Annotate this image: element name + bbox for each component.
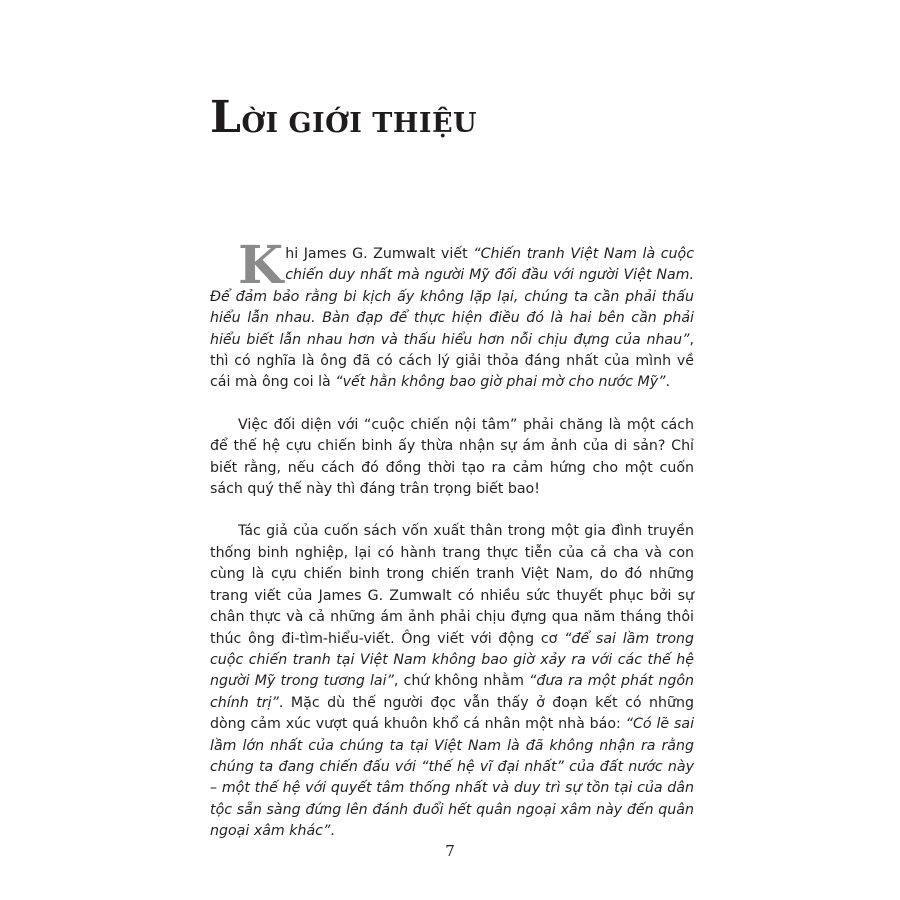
paragraph-3-quote-1: “để sai lầm trong cuộc chiến tranh tại Việt Nam không bao giờ xảy ra với các thế hệ người Mỹ trong tương lai” — [210, 630, 695, 690]
paragraph-1-text-1: hi James G. Zumwalt viết — [285, 246, 474, 262]
paragraph-3 — [210, 521, 694, 842]
chapter-title-rest: ỜI GIỚI THIỆU — [241, 108, 478, 139]
paragraph-1-quote-2: “vết hằn không bao giờ phai mờ cho nước Mỹ” — [335, 374, 666, 391]
paragraph-2: Việc đối diện với “cuộc chiến nội tâm” phải chăng là một cách để thế hệ cựu chiến binh ấy thừa nhận sự ám ảnh của di sản? Chỉ biết rằng, nếu cách đó đồng thời tạo ra cảm hứng cho một cuốn sách quý thế này thì đáng trân trọng biết bao! — [210, 416, 694, 498]
drop-cap: K — [238, 235, 284, 296]
chapter-title-initial: L — [210, 92, 242, 143]
paragraph-3-text-3: . Mặc dù thế người đọc vẫn thấy ở đoạn kết có những dòng cảm xúc vượt quá khuôn khổ cá nhân một nhà báo: — [210, 694, 694, 733]
paragraph-1-text-2: , thì có nghĩa là ông đã có cách lý giải thỏa đáng nhất của mình về cái mà ông coi là — [210, 331, 694, 391]
paragraph-3-text-1: Tác giả của cuốn sách vốn xuất thân trong một gia đình truyền thống binh nghiệp, lại có hành trang thực tiễn của cả cha và con cùng là cựu chiến binh trong chiến tranh Việt Nam, do đó những trang viết của James G. Zumwalt có nhiều sức thuyết phục bởi sự chân thực và cả những ám ảnh phải chịu đựng qua năm tháng thôi thúc ông đi-tìm-hiểu-viết. Ông viết với động cơ — [210, 523, 694, 647]
paragraph-3-text-4: . — [330, 823, 335, 840]
paragraph-1-quote-1: “Chiến tranh Việt Nam là cuộc chiến duy nhất mà người Mỹ đối đầu với người Việt Nam. Để đảm bảo rằng bi kịch ấy không lặp lại, chúng ta cần phải thấu hiểu lẫn nhau. Bàn đạp để thực hiện điều đó là hai bên cần phải hiểu biết lẫn nhau hơn và thấu hiểu hơn nỗi chịu đựng của nhau” — [210, 246, 694, 348]
paragraph-3-quote-2: “đưa ra một phát ngôn chính trị” — [210, 673, 694, 711]
paragraph-3-text-2: , chứ không nhằm — [393, 673, 530, 690]
chapter-title — [210, 92, 477, 143]
paragraph-3-quote-3: “Có lẽ sai lầm lớn nhất của chúng ta tại Việt Nam là đã không nhận ra rằng chúng ta đang chiến đấu với “thế hệ vĩ đại nhất” của đất nước này – một thế hệ với quyết tâm thống nhất và duy trì sự tồn tại của dân tộc sẵn sàng đứng lên đánh đuổi hết quân ngoại xâm này đến quân ngoại xâm khác” — [210, 716, 695, 840]
body-text — [210, 235, 695, 864]
paragraph-1-text-3: . — [665, 374, 671, 391]
paragraph-1 — [210, 235, 694, 394]
page-number: 7 — [445, 842, 455, 860]
